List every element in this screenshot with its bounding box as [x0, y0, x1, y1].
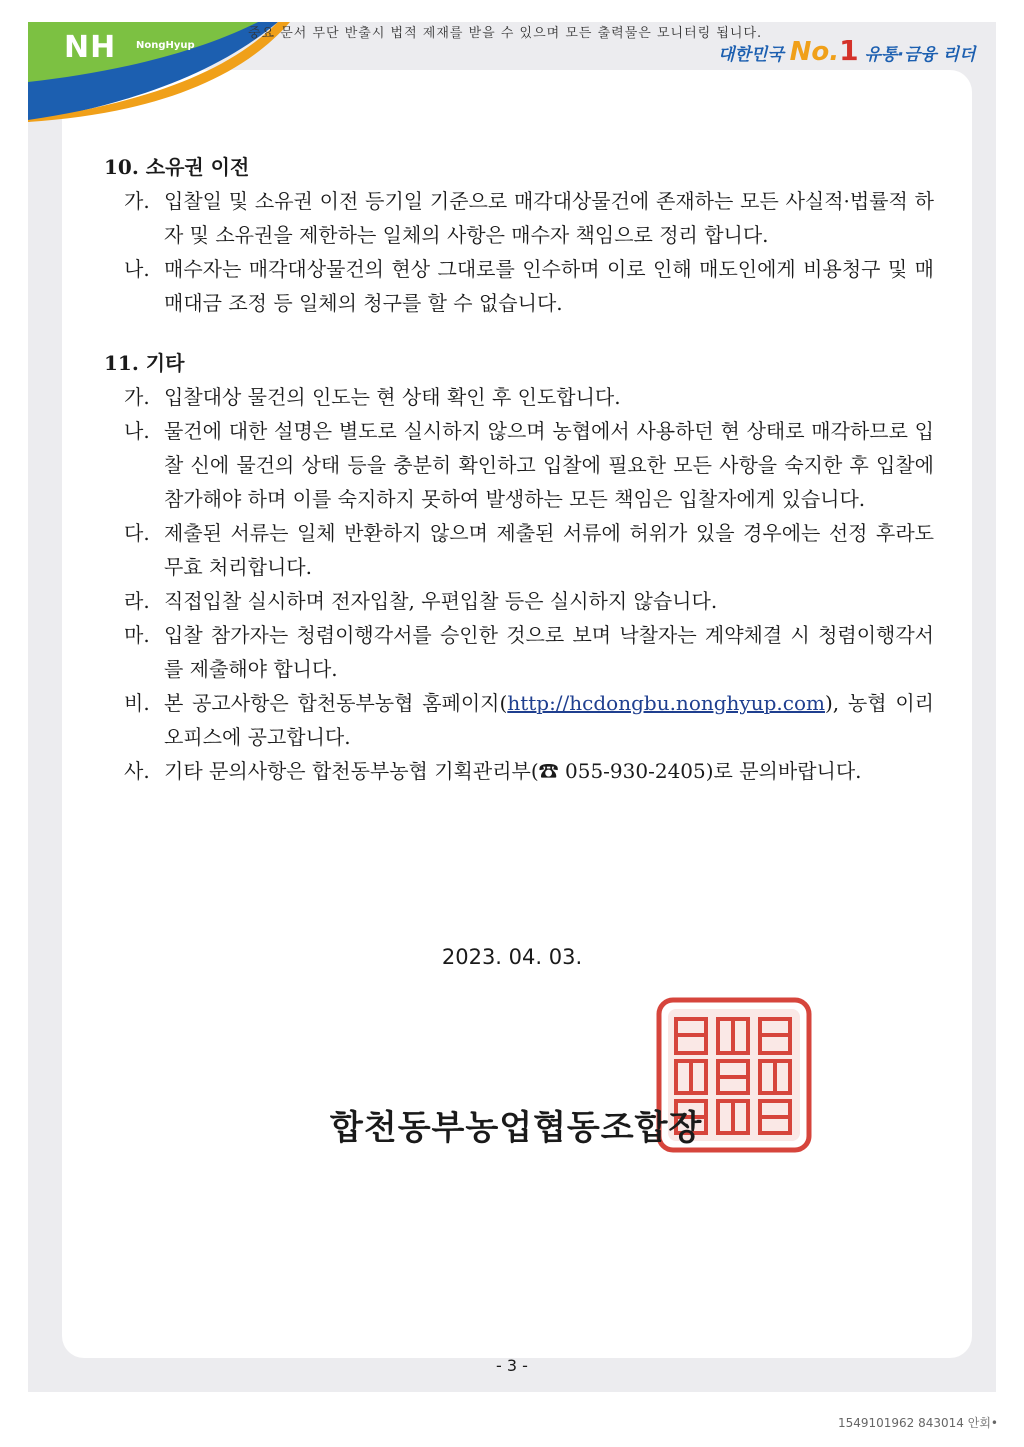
list-item — [104, 516, 934, 584]
security-notice: 중요 문서 무단 반출시 법적 제재를 받을 수 있으며 모든 출력물은 모니터링 됩니다. — [248, 26, 763, 41]
page-number: - 3 - — [496, 1356, 528, 1375]
list-item — [104, 686, 934, 754]
list-item — [104, 618, 934, 686]
item-text — [164, 686, 934, 754]
slogan-prefix: 대한민국 — [718, 45, 784, 65]
list-item — [104, 754, 934, 788]
item-label: 다. — [124, 521, 150, 545]
document-body — [104, 150, 934, 788]
footer-id: 1549101962 843014 안회• — [837, 1416, 998, 1430]
list-item — [104, 380, 934, 414]
item-text: 입찰일 및 소유권 이전 등기일 기준으로 매각대상물건에 존재하는 모든 사실적·법률적 하자 및 소유권을 제한하는 일체의 사항은 매수자 책임으로 정리 합니다. — [164, 189, 934, 247]
slogan-suffix: 유통·금융 리더 — [864, 45, 976, 65]
section-title-misc: 11. 기타 — [104, 351, 185, 375]
item-text: 매수자는 매각대상물건의 현상 그대로를 인수하며 이로 인해 매도인에게 비용청구 및 매매대금 조정 등 일체의 청구를 할 수 없습니다. — [164, 257, 934, 315]
item-text: 입찰대상 물건의 인도는 현 상태 확인 후 인도합니다. — [164, 385, 621, 409]
list-item — [104, 414, 934, 516]
item-label: 사. — [124, 759, 150, 783]
signer-name: 합천동부농업협동조합장 — [330, 1108, 703, 1148]
item-text-post: ), 농협 이리오피스에 공고합니다. — [164, 691, 934, 749]
item-text: 기타 문의사항은 합천동부농협 기획관리부(☎ 055-930-2405)로 문의바랍니다. — [164, 759, 862, 783]
list-item — [104, 252, 934, 320]
section-title-ownership: 10. 소유권 이전 — [104, 155, 250, 179]
document-date: 2023. 04. 03. — [441, 945, 583, 969]
item-label: 라. — [124, 589, 150, 613]
item-label: 마. — [124, 623, 150, 647]
slogan-one: 1 — [839, 34, 859, 67]
list-item — [104, 584, 934, 618]
item-text: 입찰 참가자는 청렴이행각서를 승인한 것으로 보며 낙찰자는 계약체결 시 청렴이행각서를 제출해야 합니다. — [164, 623, 934, 681]
homepage-link[interactable]: http://hcdongbu.nonghyup.com — [507, 691, 825, 715]
list-item — [104, 184, 934, 252]
item-text: 제출된 서류는 일체 반환하지 않으며 제출된 서류에 허위가 있을 경우에는 선정 후라도 무효 처리합니다. — [164, 521, 934, 579]
item-label: 가. — [124, 189, 150, 213]
item-label: 가. — [124, 385, 150, 409]
slogan-no1: No. — [789, 37, 840, 67]
item-text: 직접입찰 실시하며 전자입찰, 우편입찰 등은 실시하지 않습니다. — [164, 589, 718, 613]
nh-logo-sub: NongHyup — [136, 40, 195, 51]
slogan — [718, 34, 975, 67]
item-text: 물건에 대한 설명은 별도로 실시하지 않으며 농협에서 사용하던 현 상태로 매각하므로 입찰 신에 물건의 상태 등을 충분히 확인하고 입찰에 필요한 모든 사항을 숙지한 후 입찰에 참가해야 하며 이를 숙지하지 못하여 발생하는 모든 책임은 입찰자에게 있습니다. — [164, 419, 934, 511]
header-banner — [28, 22, 996, 122]
nh-logo: NH — [64, 30, 117, 65]
item-label: 비. — [124, 691, 150, 715]
item-label: 나. — [124, 419, 150, 443]
item-text-pre: 본 공고사항은 합천동부농협 홈페이지( — [164, 691, 508, 715]
item-label: 나. — [124, 257, 150, 281]
